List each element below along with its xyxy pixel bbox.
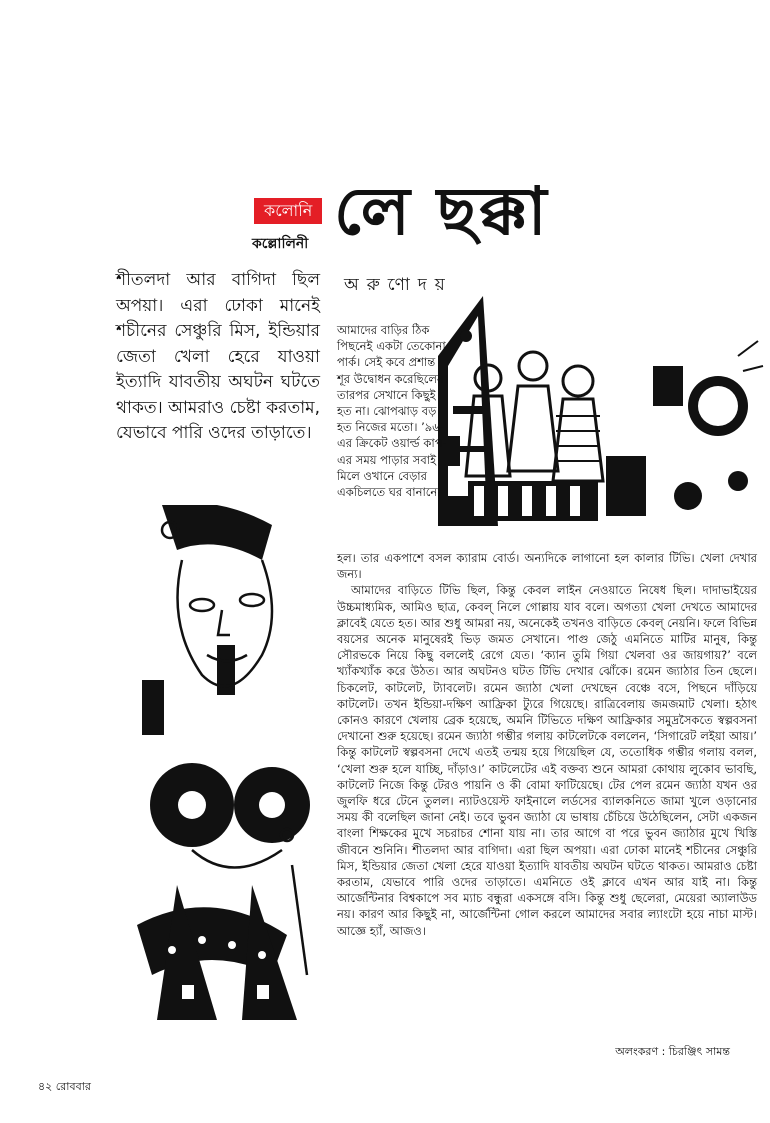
section-badge: কলোনি: [254, 198, 322, 224]
section-subtitle: কল্লোলিনী: [252, 236, 309, 252]
figure-illustration: [122, 505, 310, 1020]
pull-quote: শীতলদা আর বাগিদা ছিল অপয়া। এরা ঢোকা মানেই শচীনের সেঞ্চুরি মিস, ইন্ডিয়ার জেতা খেলা হেরে যাওয়া ইত্যাদি যাবতীয় অঘটন ঘটতে থাকত। আমরাও চেষ্টা করতাম, যেভাবে পারি ওদের তাড়াতে।: [116, 270, 320, 443]
article-paragraph: আমাদের বাড়িতে টিভি ছিল, কিন্তু কেবল লাইন নেওয়াতে নিষেধ ছিল। দাদাভাইয়ের উচ্চমাধ্যমিক, আমিও ছাত্র, কেবল্ নিলে গোল্লায় যাব বলে। অগত্যা খেলা দেখতে আমাদের ক্লাবেই যেতে হত। আর শুধু আমরা নয়, অনেকেই তখনও বাড়িতে কেবল্ নেয়নি। ফলে বিভিন্ন বয়সের অনেক মানুষেরই ভিড় জমত সেখানে। পাগু জেঠু এমনিতে মাটির মানুষ, কিন্তু সৌরভকে নিয়ে কিছু বললেই রেগে যেত। ‘ক্যান তুমি গিয়া খেলবা ওর জায়গায়?’ বলে খ্যাঁকখ্যাঁক করে উঠত। আর অঘটনও ঘটত টিভি দেখার ঝোঁকে। রমেন জ্যাঠার তিন ছেলে। চিকলেট, কাটলেট, ট্যাবলেট। রমেন জ্যাঠা খেলা দেখছেন বেঞ্চে বসে, পিছনে দাঁড়িয়ে কাটলেট। তখন ইন্ডিয়া-দক্ষিণ আফ্রিকা ট্যুরে গিয়েছে। রাত্রিবেলায় জমজমাট খেলা। হঠাৎ কোনও কারণে খেলায় ব্রেক হয়েছে, অমনি টিভিতে দক্ষিণ আফ্রিকার সমুদ্রসৈকতে স্বল্পবসনা দেখানো শুরু হয়েছে। রমেন জ্যাঠা গম্ভীর গলায় কাটলেটকে বললেন, ‘সিগারেট লইয়া আয়।’ কিন্তু কাটলেট স্বল্পবসনা দেখে এতই তন্ময় হয়ে গিয়েছিল যে, ততোধিক গম্ভীর গলায় বলল, ‘খেলা শুরু হলে যাচ্ছি, দাঁড়াও।’ কাটলেটের এই বক্তব্য শুনে আমরা কোথায় লুকোব ভাবছি, কাটলেট নিজে কিন্তু টেরও পায়নি ও কী বোমা ফাটিয়েছে। টের পেল রমেন জ্যাঠা যখন ওর জুলফি ধরে টেনে তুলল। ন্যাটওয়েস্ট ফাইনালে লর্ডসের ব্যালকনিতে জামা খুলে ওড়ানোর সময় কী বলেছিল জানা নেই। তবে ভুবন জ্যাঠা যে ভাষায় চেঁচিয়ে উঠেছিলেন, সেটা একজন বাংলা শিক্ষকের মুখে সচরাচর শোনা যায় না। তার আগে বা পরে ভুবন জ্যাঠার মুখে খিস্তি জীবনে শুনিনি। শীতলদা আর বাগিদা। এরা ছিল অপয়া। এরা ঢোকা মানেই শচীনের সেঞ্চুরি মিস, ইন্ডিয়ার জেতা খেলা হেরে যাওয়া ইত্যাদি যাবতীয় অঘটন ঘটতে থাকত। আমরাও চেষ্টা করতাম, যেভাবে পারি ওদের তাড়াতে। এমনিতে ওই ক্লাবে এখন আর যাই না। কিন্তু আর্জেন্টিনার বিশ্বকাপে সব ম্যাচ বন্ধুরা একসঙ্গে বসি। কিন্তু শুধু ছেলেরা, মেয়েরা অ্যালাউড নয়। কারণ আর কিছুই না, আর্জেন্টিনা গোল করলে আমাদের সবার ল্যাংটো হয়ে নাচা মাস্ট। আজ্ঞে হ্যাঁ, আজও।: [337, 583, 757, 938]
tv-watchers-illustration: [438, 296, 768, 526]
article-body: [337, 550, 757, 939]
author-name: অরুণোদয়: [344, 275, 453, 295]
illustration-credit: অলংকরণ : চিরঞ্জিৎ সামন্ত: [615, 1045, 730, 1058]
article-intro-text: আমাদের বাড়ির ঠিক পিছনেই একটা তেকোনা পার্ক। সেই কবে প্রশান্ত শূর উদ্বোধন করেছিলেন। তারপর সেখানে কিছুই হত না। ঝোপঝাড় বড় হত নিজের মতো। ’৯৬-এর ক্রিকেট ওয়ার্ল্ড কাপ-এর সময় পাড়ার সবাই মিলে ওখানে বেড়ার একচিলতে ঘর বানানো: [337, 323, 448, 500]
page-footer: ৪২ রোববার: [38, 1080, 91, 1093]
article-title: লে ছক্কা: [334, 173, 549, 250]
article-paragraph: হল। তার একপাশে বসল ক্যারাম বোর্ড। অন্যদিকে লাগানো হল কালার টিভি। খেলা দেখার জন্য।: [337, 551, 757, 582]
